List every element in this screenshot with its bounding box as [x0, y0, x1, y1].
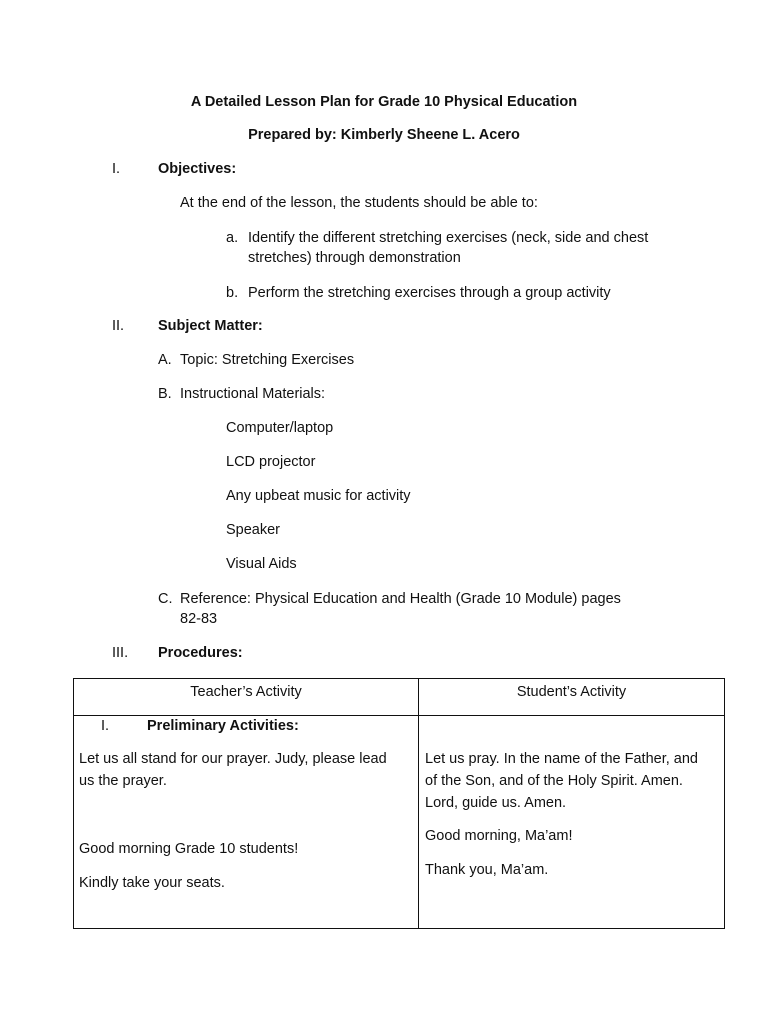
student-prayer-line2: of the Son, and of the Holy Spirit. Amen.: [425, 773, 683, 789]
materials-marker: B.: [158, 386, 172, 402]
objectives-intro: At the end of the lesson, the students should be able to:: [180, 195, 538, 211]
material-item: Visual Aids: [226, 556, 297, 572]
teacher-seats: Kindly take your seats.: [79, 875, 225, 891]
teacher-activity-header: Teacher’s Activity: [74, 679, 419, 716]
materials-label: Instructional Materials:: [180, 386, 326, 402]
teacher-prayer-line2: us the prayer.: [79, 773, 167, 789]
objectives-heading: Objectives:: [158, 161, 237, 177]
teacher-prayer-line1: Let us all stand for our prayer. Judy, please lead: [79, 751, 387, 767]
material-item: Any upbeat music for activity: [226, 488, 411, 504]
objective-a-line1: Identify the different stretching exercises (neck, side and chest: [248, 230, 649, 246]
material-item: Computer/laptop: [226, 420, 334, 436]
prepared-by: Prepared by: Kimberly Sheene L. Acero: [248, 127, 520, 143]
procedures-numeral: III.: [112, 645, 129, 661]
document-title: A Detailed Lesson Plan for Grade 10 Physical Education: [190, 94, 578, 110]
student-greeting: Good morning, Ma’am!: [425, 828, 573, 844]
preliminary-heading: Preliminary Activities:: [147, 718, 299, 734]
teacher-greeting: Good morning Grade 10 students!: [79, 841, 299, 857]
material-item: LCD projector: [226, 454, 316, 470]
objective-b-line1: Perform the stretching exercises through a group activity: [248, 285, 611, 301]
objectives-numeral: I.: [112, 161, 121, 177]
student-thanks: Thank you, Ma’am.: [425, 862, 549, 878]
student-prayer-line1: Let us pray. In the name of the Father, and: [425, 751, 698, 767]
teacher-activity-cell: [74, 716, 419, 929]
student-activity-cell: [419, 716, 725, 929]
student-activity-header: Student’s Activity: [419, 679, 725, 716]
preliminary-numeral: I.: [101, 718, 110, 734]
subject-matter-heading: Subject Matter:: [158, 318, 263, 334]
reference-line2: 82-83: [180, 611, 218, 627]
reference-marker: C.: [158, 591, 173, 607]
procedures-heading: Procedures:: [158, 645, 243, 661]
material-item: Speaker: [226, 522, 281, 538]
objective-a-marker: a.: [226, 230, 239, 246]
student-prayer-line3: Lord, guide us. Amen.: [425, 795, 567, 811]
reference-line1: Reference: Physical Education and Health (Grade 10 Module) pages: [180, 591, 621, 607]
activity-table: [73, 678, 725, 929]
objective-a-line2: stretches) through demonstration: [248, 250, 461, 266]
table-header-row: [74, 679, 725, 716]
topic-marker: A.: [158, 352, 172, 368]
objective-b-marker: b.: [226, 285, 239, 301]
topic: Topic: Stretching Exercises: [180, 352, 355, 368]
subject-matter-numeral: II.: [112, 318, 125, 334]
table-row: [74, 716, 725, 929]
